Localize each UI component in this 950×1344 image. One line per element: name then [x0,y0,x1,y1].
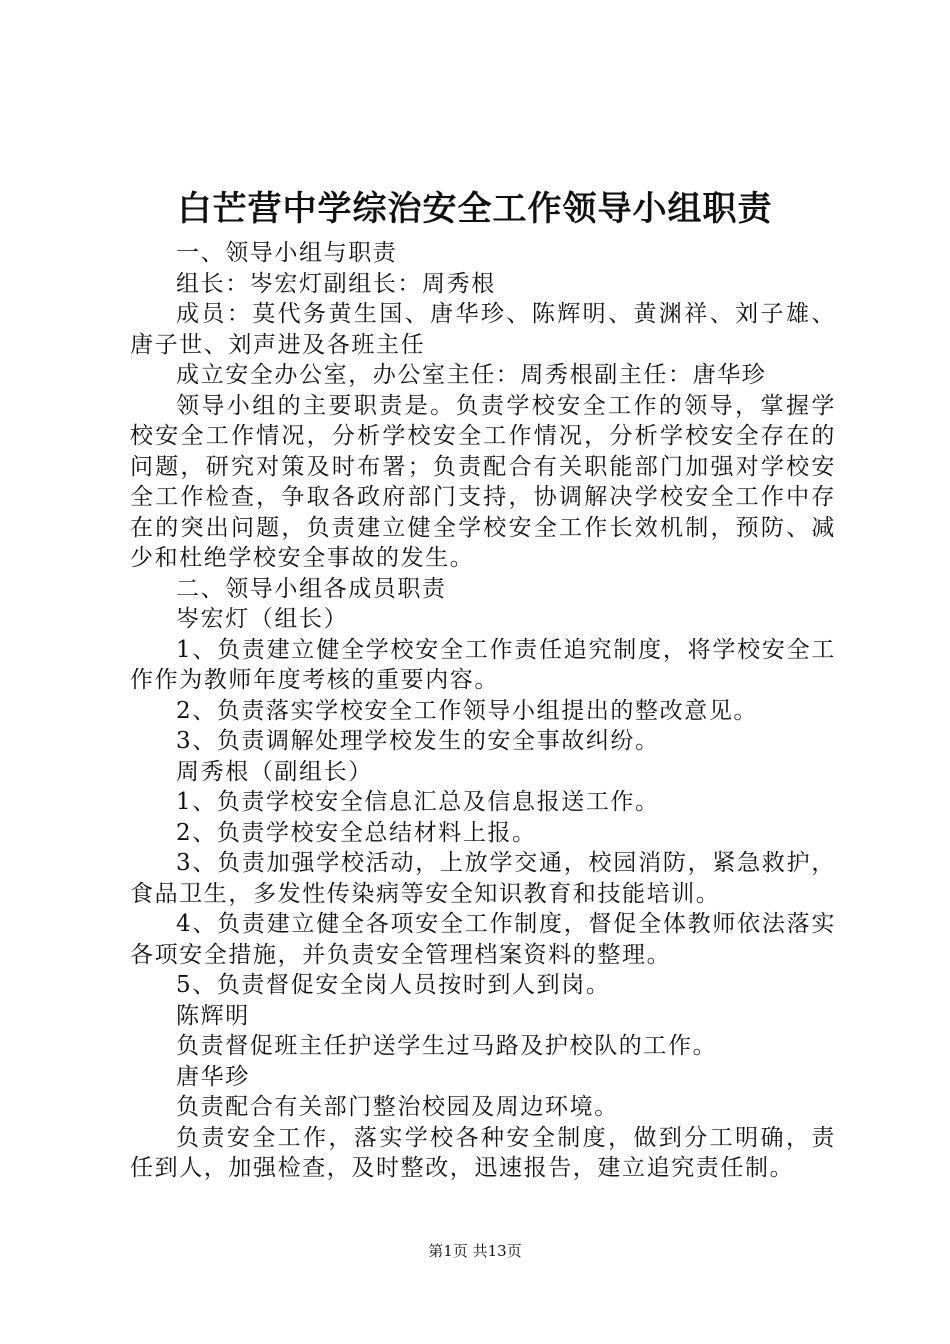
paragraph: 唐华珍 [176,1063,250,1090]
paragraph: 5、负责督促安全岗人员按时到人到岗。 [176,972,611,998]
document-body [130,238,836,1184]
paragraph: 负责安全工作，落实学校各种安全制度，做到分工明确，责任到人，加强检查，及时整改，迅速报告，建立追究责任制。 [130,1124,836,1181]
paragraph: 成员：莫代务黄生国、唐华珍、陈辉明、黄渊祥、刘子雄、唐子世、刘声进及各班主任 [130,301,836,358]
paragraph: 领导小组的主要职责是。负责学校安全工作的领导，掌握学校安全工作情况，分析学校安全工作情况，分析学校安全存在的问题，研究对策及时布署；负责配合有关职能部门加强对学校安全工作检查，争取各政府部门支持，协调解决学校安全工作中存在的突出问题，负责建立健全学校安全工作长效机制，预防、减少和杜绝学校安全事故的发生。 [130,392,836,571]
paragraph: 负责督促班主任护送学生过马路及护校队的工作。 [176,1033,718,1059]
paragraph: 二、领导小组各成员职责 [176,575,447,602]
paragraph: 2、负责学校安全总结材料上报。 [176,819,537,846]
paragraph: 岑宏灯（组长） [176,606,349,632]
paragraph: 3、负责加强学校活动，上放学交通，校园消防，紧急救护，食品卫生，多发性传染病等安全知识教育和技能培训。 [130,850,836,907]
paragraph: 负责配合有关部门整治校园及周边环境。 [176,1094,619,1120]
paragraph: 一、领导小组与职责 [176,240,398,266]
paragraph: 组长：岑宏灯副组长：周秀根 [176,270,496,297]
paragraph: 周秀根（副组长） [176,758,373,785]
paragraph: 成立安全办公室，办公室主任：周秀根副主任：唐华珍 [176,362,767,388]
paragraph: 2、负责落实学校安全工作领导小组提出的整改意见。 [176,697,759,724]
document-title: 白芒营中学综治安全工作领导小组职责 [177,189,773,229]
paragraph: 3、负责调解处理学校发生的安全事故纠纷。 [176,728,660,754]
paragraph: 1、负责学校安全信息汇总及信息报送工作。 [176,789,660,815]
paragraph: 1、负责建立健全学校安全工作责任追究制度，将学校安全工作作为教师年度考核的重要内容。 [130,636,836,693]
paragraph: 4、负责建立健全各项安全工作制度，督促全体教师依法落实各项安全措施，并负责安全管理档案资料的整理。 [130,911,836,968]
paragraph: 陈辉明 [176,1002,250,1029]
page-number-footer: 第1页 共13页 [428,1242,522,1260]
